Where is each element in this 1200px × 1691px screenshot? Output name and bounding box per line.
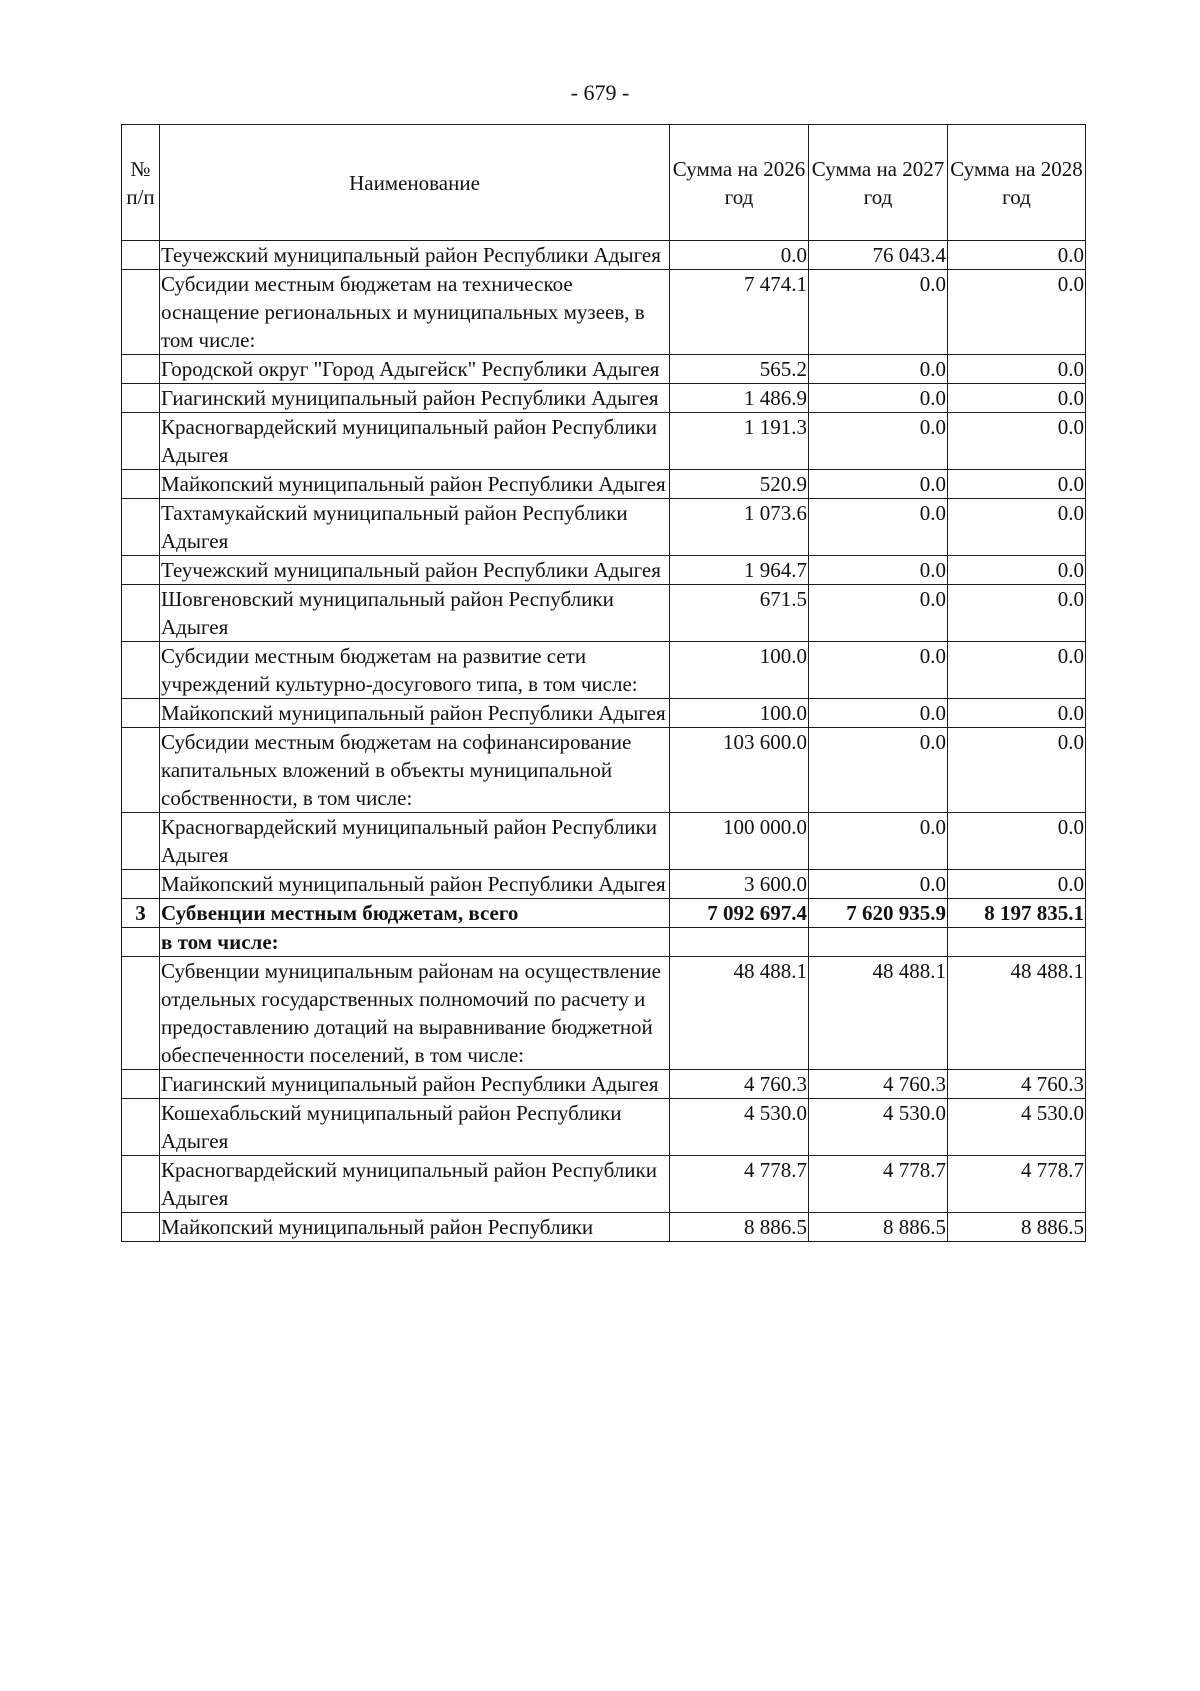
row-number — [122, 355, 160, 384]
row-name: в том числе: — [160, 928, 670, 957]
row-number — [122, 1099, 160, 1156]
row-sum-2026: 1 191.3 — [670, 413, 809, 470]
row-name: Красногвардейский муниципальный район Республики Адыгея — [160, 813, 670, 870]
row-name: Субвенции местным бюджетам, всего — [160, 899, 670, 928]
row-number — [122, 1070, 160, 1099]
row-name: Теучежский муниципальный район Республики Адыгея — [160, 556, 670, 585]
row-name: Красногвардейский муниципальный район Республики Адыгея — [160, 413, 670, 470]
row-sum-2027: 0.0 — [809, 384, 948, 413]
row-sum-2027: 48 488.1 — [809, 957, 948, 1070]
row-number — [122, 928, 160, 957]
table-row — [122, 556, 1086, 585]
row-sum-2026: 520.9 — [670, 470, 809, 499]
row-sum-2028 — [948, 928, 1086, 957]
row-sum-2027: 0.0 — [809, 642, 948, 699]
row-number — [122, 642, 160, 699]
table-row — [122, 928, 1086, 957]
row-sum-2027: 0.0 — [809, 585, 948, 642]
row-sum-2027 — [809, 928, 948, 957]
row-name: Тахтамукайский муниципальный район Республики Адыгея — [160, 499, 670, 556]
row-number — [122, 499, 160, 556]
table-row — [122, 585, 1086, 642]
table-row — [122, 1213, 1086, 1242]
row-number — [122, 413, 160, 470]
table-row — [122, 384, 1086, 413]
row-name: Майкопский муниципальный район Республики — [160, 1213, 670, 1242]
row-sum-2028: 0.0 — [948, 813, 1086, 870]
row-name: Майкопский муниципальный район Республики Адыгея — [160, 870, 670, 899]
row-sum-2027: 4 778.7 — [809, 1156, 948, 1213]
table-row — [122, 728, 1086, 813]
row-sum-2026: 100 000.0 — [670, 813, 809, 870]
header-sum-2027: Сумма на 2027 год — [809, 125, 948, 241]
table-header-row — [122, 125, 1086, 241]
row-sum-2026: 4 778.7 — [670, 1156, 809, 1213]
row-sum-2027: 0.0 — [809, 870, 948, 899]
row-sum-2027: 4 530.0 — [809, 1099, 948, 1156]
row-sum-2026: 7 092 697.4 — [670, 899, 809, 928]
row-number — [122, 270, 160, 355]
row-sum-2027: 4 760.3 — [809, 1070, 948, 1099]
row-sum-2028: 0.0 — [948, 384, 1086, 413]
row-name: Майкопский муниципальный район Республики Адыгея — [160, 470, 670, 499]
row-number — [122, 556, 160, 585]
header-name: Наименование — [160, 125, 670, 241]
table-row — [122, 270, 1086, 355]
row-sum-2026: 48 488.1 — [670, 957, 809, 1070]
row-sum-2028: 0.0 — [948, 270, 1086, 355]
row-sum-2027: 7 620 935.9 — [809, 899, 948, 928]
table-row — [122, 241, 1086, 270]
row-number — [122, 699, 160, 728]
header-sum-2026: Сумма на 2026 год — [670, 125, 809, 241]
row-number — [122, 957, 160, 1070]
row-sum-2026: 1 486.9 — [670, 384, 809, 413]
row-sum-2028: 8 197 835.1 — [948, 899, 1086, 928]
row-number — [122, 470, 160, 499]
table-row — [122, 699, 1086, 728]
row-sum-2028: 0.0 — [948, 728, 1086, 813]
row-sum-2028: 4 778.7 — [948, 1156, 1086, 1213]
row-sum-2027: 0.0 — [809, 270, 948, 355]
row-sum-2026: 100.0 — [670, 699, 809, 728]
budget-table — [121, 124, 1086, 1242]
row-sum-2026: 3 600.0 — [670, 870, 809, 899]
table-row — [122, 1156, 1086, 1213]
row-sum-2028: 48 488.1 — [948, 957, 1086, 1070]
row-sum-2026: 1 073.6 — [670, 499, 809, 556]
row-sum-2027: 0.0 — [809, 470, 948, 499]
row-name: Майкопский муниципальный район Республики Адыгея — [160, 699, 670, 728]
row-sum-2026 — [670, 928, 809, 957]
row-sum-2028: 0.0 — [948, 556, 1086, 585]
row-sum-2028: 0.0 — [948, 699, 1086, 728]
table-row — [122, 870, 1086, 899]
row-name: Субсидии местным бюджетам на техническое оснащение региональных и муниципальных музеев, в том числе: — [160, 270, 670, 355]
table-row — [122, 957, 1086, 1070]
row-number: 3 — [122, 899, 160, 928]
header-num: № п/п — [122, 125, 160, 241]
row-name: Гиагинский муниципальный район Республики Адыгея — [160, 384, 670, 413]
row-sum-2026: 1 964.7 — [670, 556, 809, 585]
row-sum-2028: 0.0 — [948, 499, 1086, 556]
row-sum-2027: 8 886.5 — [809, 1213, 948, 1242]
row-name: Красногвардейский муниципальный район Республики Адыгея — [160, 1156, 670, 1213]
row-name: Субсидии местным бюджетам на софинансирование капитальных вложений в объекты муниципальной собственности, в том числе: — [160, 728, 670, 813]
row-sum-2027: 0.0 — [809, 499, 948, 556]
row-number — [122, 241, 160, 270]
row-number — [122, 585, 160, 642]
row-number — [122, 813, 160, 870]
row-sum-2027: 0.0 — [809, 556, 948, 585]
row-name: Городской округ "Город Адыгейск" Республики Адыгея — [160, 355, 670, 384]
row-sum-2027: 0.0 — [809, 813, 948, 870]
row-number — [122, 1156, 160, 1213]
table-row — [122, 499, 1086, 556]
row-sum-2027: 76 043.4 — [809, 241, 948, 270]
row-sum-2027: 0.0 — [809, 728, 948, 813]
row-sum-2026: 103 600.0 — [670, 728, 809, 813]
row-sum-2026: 8 886.5 — [670, 1213, 809, 1242]
row-number — [122, 1213, 160, 1242]
row-sum-2028: 0.0 — [948, 870, 1086, 899]
row-sum-2028: 4 530.0 — [948, 1099, 1086, 1156]
table-row — [122, 813, 1086, 870]
row-sum-2028: 0.0 — [948, 470, 1086, 499]
header-sum-2028: Сумма на 2028 год — [948, 125, 1086, 241]
row-sum-2026: 4 760.3 — [670, 1070, 809, 1099]
table-row — [122, 899, 1086, 928]
row-sum-2026: 100.0 — [670, 642, 809, 699]
page-number: - 679 - — [570, 80, 630, 105]
row-sum-2026: 565.2 — [670, 355, 809, 384]
row-sum-2026: 0.0 — [670, 241, 809, 270]
row-sum-2026: 7 474.1 — [670, 270, 809, 355]
row-number — [122, 870, 160, 899]
row-sum-2028: 0.0 — [948, 355, 1086, 384]
row-sum-2028: 0.0 — [948, 241, 1086, 270]
row-name: Субсидии местным бюджетам на развитие сети учреждений культурно-досугового типа, в том числе: — [160, 642, 670, 699]
row-sum-2027: 0.0 — [809, 413, 948, 470]
row-sum-2027: 0.0 — [809, 699, 948, 728]
row-name: Субвенции муниципальным районам на осуществление отдельных государственных полномочий по расчету и предоставлению дотаций на выравнивание бюджетной обеспеченности поселений, в том числе: — [160, 957, 670, 1070]
row-sum-2028: 0.0 — [948, 642, 1086, 699]
row-sum-2026: 4 530.0 — [670, 1099, 809, 1156]
table-row — [122, 413, 1086, 470]
row-name: Теучежский муниципальный район Республики Адыгея — [160, 241, 670, 270]
row-name: Кошехабльский муниципальный район Республики Адыгея — [160, 1099, 670, 1156]
row-sum-2028: 0.0 — [948, 413, 1086, 470]
row-sum-2028: 8 886.5 — [948, 1213, 1086, 1242]
row-name: Шовгеновский муниципальный район Республики Адыгея — [160, 585, 670, 642]
table-body — [122, 241, 1086, 1242]
row-sum-2028: 0.0 — [948, 585, 1086, 642]
table-row — [122, 642, 1086, 699]
row-number — [122, 384, 160, 413]
row-sum-2027: 0.0 — [809, 355, 948, 384]
table-row — [122, 1099, 1086, 1156]
row-sum-2028: 4 760.3 — [948, 1070, 1086, 1099]
table-row — [122, 1070, 1086, 1099]
row-name: Гиагинский муниципальный район Республики Адыгея — [160, 1070, 670, 1099]
table-row — [122, 470, 1086, 499]
row-sum-2026: 671.5 — [670, 585, 809, 642]
row-number — [122, 728, 160, 813]
table-row — [122, 355, 1086, 384]
